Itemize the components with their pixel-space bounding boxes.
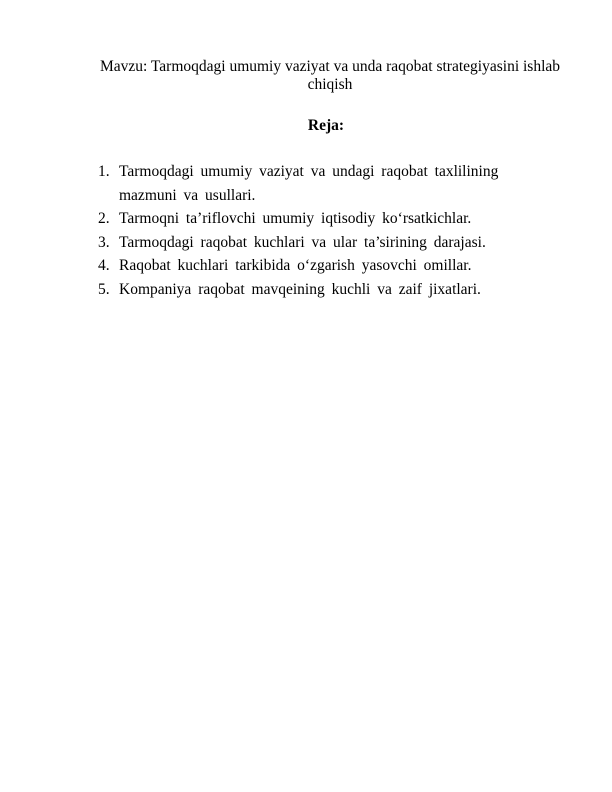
list-item-text: Raqobat kuchlari tarkibida o‘zgarish yasovchi omillar. <box>119 257 472 274</box>
list-item <box>98 231 538 255</box>
list-item-number: 3. <box>98 233 110 251</box>
list-item-text: Kompaniya raqobat mavqeining kuchli va zaif jixatlari. <box>119 280 481 298</box>
document-title: Mavzu: Tarmoqdagi umumiy vaziyat va unda raqobat strategiyasini ishlab chiqish <box>99 58 561 93</box>
list-item-text: Tarmoqni ta’riflovchi umumiy iqtisodiy ko‘rsatkichlar. <box>119 210 472 227</box>
list-item <box>98 278 538 302</box>
list-item-text: Tarmoqdagi raqobat kuchlari va ular ta’sirining darajasi. <box>119 233 486 251</box>
list-item-number: 5. <box>98 280 110 298</box>
list-item <box>98 207 538 231</box>
list-item-text: Tarmoqdagi umumiy vaziyat va undagi raqobat taxlilining mazmuni va usullari. <box>119 163 499 204</box>
plan-list <box>98 160 538 301</box>
list-item <box>98 254 538 278</box>
list-item-number: 1. <box>98 163 110 180</box>
list-item-number: 4. <box>98 257 110 274</box>
list-item <box>98 160 538 207</box>
list-item-number: 2. <box>98 210 110 227</box>
plan-heading: Reja: <box>307 117 345 134</box>
